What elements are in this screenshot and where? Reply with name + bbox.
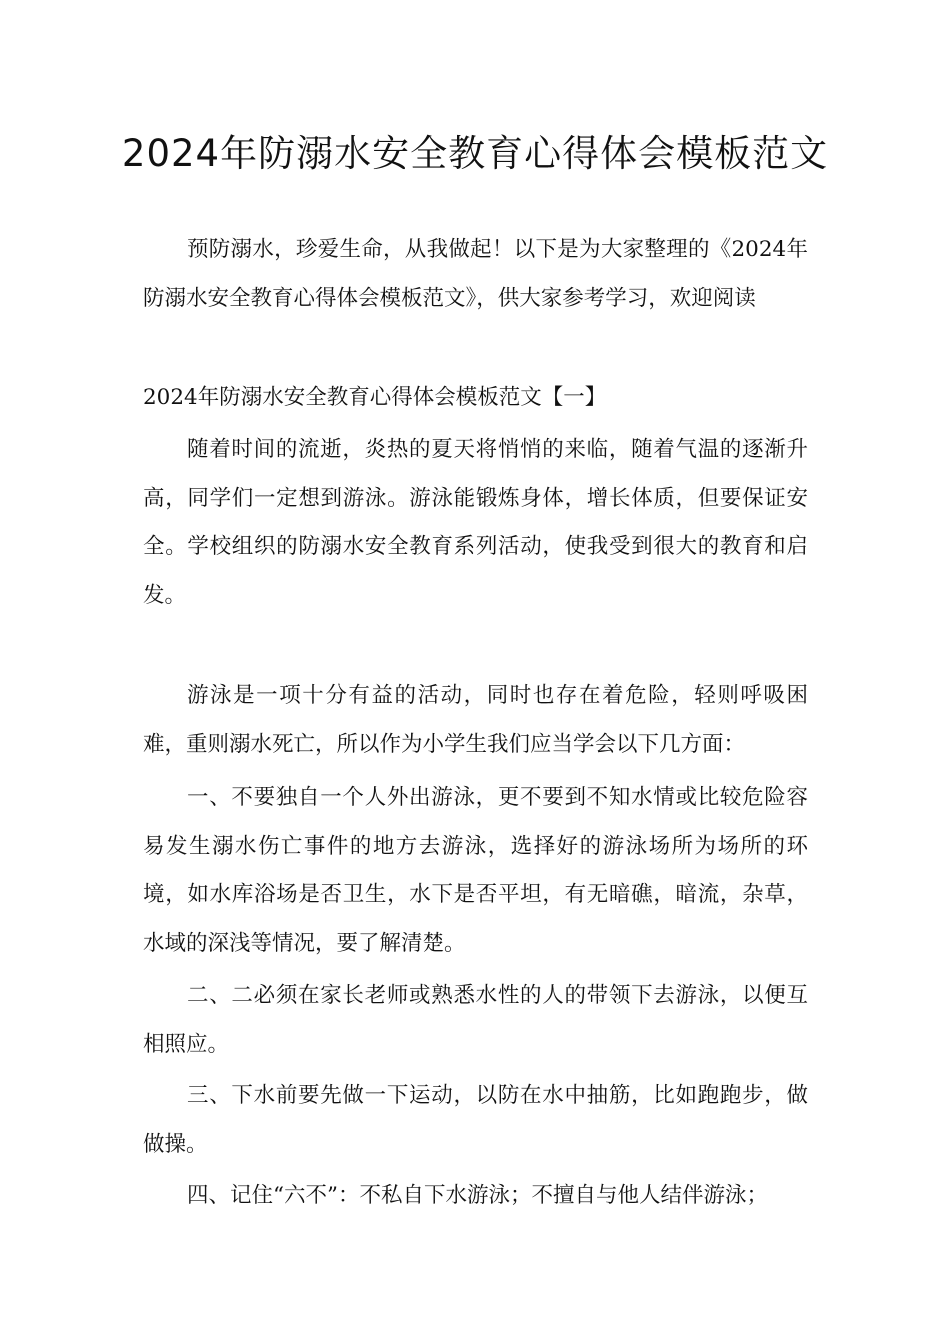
body-paragraph: 随着时间的流逝，炎热的夏天将悄悄的来临，随着气温的逐渐升高，同学们一定想到游泳。游泳能锻炼身体，增长体质，但要保证安全。学校组织的防溺水安全教育系列活动，使我受到很大的教育和启发。 xyxy=(143,437,808,608)
body-paragraph: 二、二必须在家长老师或熟悉水性的人的带领下去游泳，以便互相照应。 xyxy=(143,983,808,1057)
body-paragraph: 四、记住“六不”：不私自下水游泳；不擅自与他人结伴游泳； xyxy=(187,1183,768,1208)
body-paragraph: 一、不要独自一个人外出游泳，更不要到不知水情或比较危险容易发生溺水伤亡事件的地方去游泳，选择好的游泳场所为场所的环境，如水库浴场是否卫生，水下是否平坦，有无暗礁，暗流，杂草，水域的深浅等情况，要了解清楚。 xyxy=(143,785,808,956)
intro-paragraph: 预防溺水，珍爱生命，从我做起！以下是为大家整理的《2024年防溺水安全教育心得体会模板范文》，供大家参考学习，欢迎阅读 xyxy=(143,237,808,311)
body-paragraph: 游泳是一项十分有益的活动，同时也存在着危险，轻则呼吸困难，重则溺水死亡，所以作为小学生我们应当学会以下几方面： xyxy=(143,683,808,757)
section-heading: 2024年防溺水安全教育心得体会模板范文【一】 xyxy=(143,385,607,410)
body-paragraph: 三、下水前要先做一下运动，以防在水中抽筋，比如跑跑步，做做操。 xyxy=(143,1083,808,1157)
document-title: 2024年防溺水安全教育心得体会模板范文 xyxy=(121,132,829,175)
